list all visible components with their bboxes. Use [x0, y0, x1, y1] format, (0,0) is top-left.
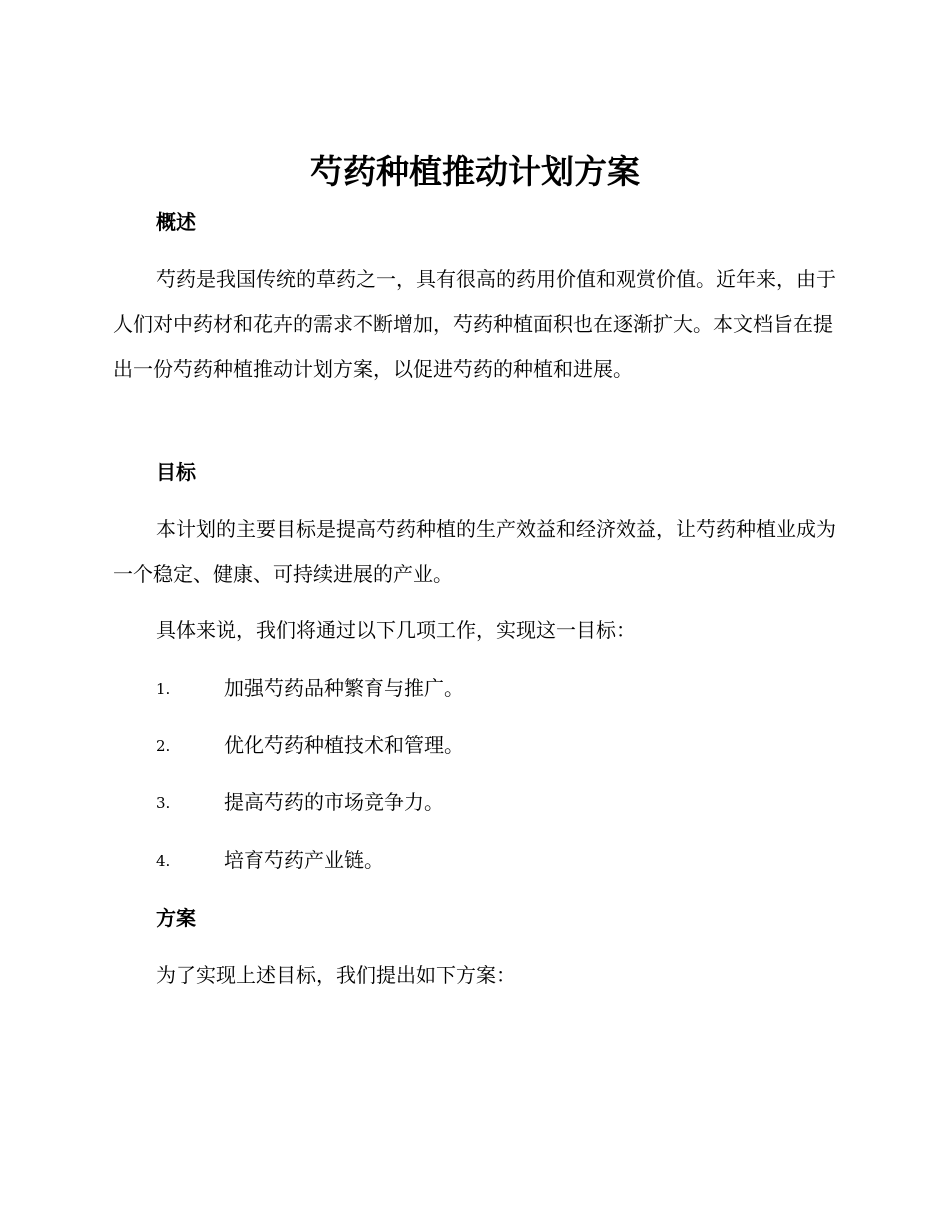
list-item — [0, 668, 800, 708]
list-item — [0, 840, 800, 880]
list-item-text: 培育芍药产业链。 — [224, 848, 384, 872]
list-item-number: 2. — [156, 737, 171, 755]
list-item — [0, 725, 800, 765]
goals-intro-paragraph: 具体来说，我们将通过以下几项工作，实现这一目标： — [156, 618, 636, 642]
plan-paragraph: 为了实现上述目标，我们提出如下方案： — [156, 963, 516, 987]
list-item-text: 提高芍药的市场竞争力。 — [224, 790, 444, 814]
goals-paragraph: 本计划的主要目标是提高芍药种植的生产效益和经济效益，让芍药种植业成为一个稳定、健康、可持续进展的产业。 — [113, 517, 836, 586]
list-item-text: 加强芍药品种繁育与推广。 — [224, 676, 464, 700]
overview-paragraph: 芍药是我国传统的草药之一，具有很高的药用价值和观赏价值。近年来，由于人们对中药材和花卉的需求不断增加，芍药种植面积也在逐渐扩大。本文档旨在提出一份芍药种植推动计划方案，以促进芍药的种植和进展。 — [113, 267, 836, 381]
goals-heading: 目标 — [156, 460, 196, 484]
plan-heading: 方案 — [156, 906, 196, 930]
list-item-text: 优化芍药种植技术和管理。 — [224, 733, 464, 757]
document-title: 芍药种植推动计划方案 — [310, 152, 640, 191]
list-item-number: 4. — [156, 852, 171, 870]
list-item — [0, 782, 800, 822]
list-item-number: 1. — [156, 680, 171, 698]
list-item-number: 3. — [156, 794, 171, 812]
overview-heading: 概述 — [156, 210, 196, 234]
